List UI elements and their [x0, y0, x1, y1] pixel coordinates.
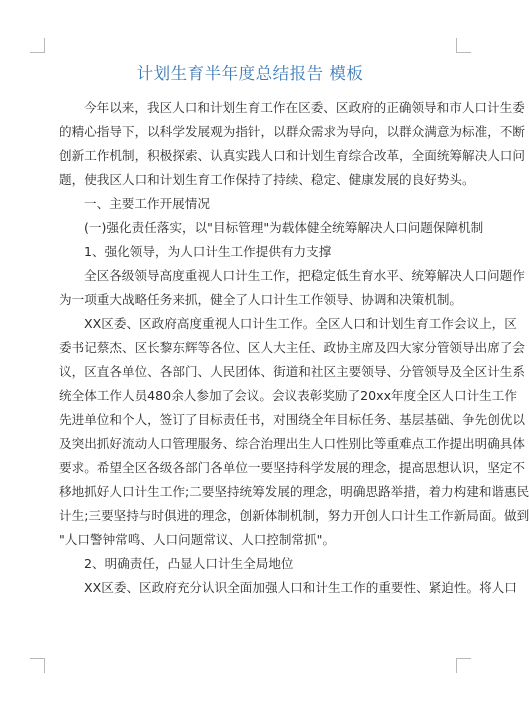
crop-mark-top-right: [456, 38, 471, 53]
text-line: 今年以来，我区人口和计划生育工作在区委、区政府的正确领导和市人口计生委: [84, 100, 525, 115]
text-line: 统全体工作人员480余人参加了会议。会议表彰奖励了20xx年度全区人口计生工作: [59, 388, 517, 403]
document-body: [59, 96, 529, 600]
document-title: 计划生育半年度总结报告 模板: [136, 64, 364, 83]
crop-mark-bottom-left: [30, 658, 45, 673]
text-line: 委书记蔡杰、区长黎东辉等各位、区人大主任、政协主席及四大家分管领导出席了会: [59, 340, 525, 355]
text-line: 计生;三要坚持与时俱进的理念，创新体制机制，努力开创人口计生工作新局面。做到: [59, 508, 529, 523]
text-line: 题，使我区人口和计划生育工作保持了持续、稳定、健康发展的良好势头。: [59, 172, 475, 187]
text-line: 一、主要工作开展情况: [84, 196, 210, 211]
text-line: 为一项重大战略任务来抓，健全了人口计生工作领导、协调和决策机制。: [59, 292, 462, 307]
text-line: 1、强化领导，为人口计生工作提供有力支撑: [84, 244, 332, 259]
text-line: (一)强化责任落实，以"目标管理"为载体健全统筹解决人口问题保障机制: [84, 220, 484, 235]
text-line: "人口警钟常鸣、人口问题常议、人口控制常抓"。: [59, 532, 336, 547]
crop-mark-bottom-right: [456, 658, 471, 673]
text-line: 议，区直各单位、各部门、人民团体、街道和社区主要领导、分管领导及全区计生系: [59, 364, 525, 379]
text-line: 2、明确责任，凸显人口计生全局地位: [84, 556, 294, 571]
text-line: XX区委、区政府高度重视人口计生工作。全区人口和计划生育工作会议上，区: [84, 316, 517, 331]
text-line: 全区各级领导高度重视人口计生工作，把稳定低生育水平、统筹解决人口问题作: [84, 268, 525, 283]
text-line: 要求。希望全区各级各部门各单位一要坚持科学发展的理念，提高思想认识，坚定不: [59, 460, 525, 475]
text-line: XX区委、区政府充分认识全面加强人口和计生工作的重要性、紧迫性。将人口: [84, 580, 517, 595]
text-line: 创新工作机制，积极探索、认真实践人口和计划生育综合改革，全面统筹解决人口问: [59, 148, 525, 163]
text-line: 的精心指导下，以科学发展观为指针，以群众需求为导向，以群众满意为标准，不断: [59, 124, 525, 139]
crop-mark-top-left: [30, 38, 45, 53]
text-line: 及突出抓好流动人口管理服务、综合治理出生人口性别比等重难点工作提出明确具体: [59, 436, 525, 451]
text-line: 移地抓好人口计生工作;二要坚持统筹发展的理念，明确思路举措，着力构建和谐惠民: [59, 484, 529, 499]
text-line: 先进单位和个人，签订了目标责任书，对围绕全年目标任务、基层基础、争先创优以: [59, 412, 525, 427]
